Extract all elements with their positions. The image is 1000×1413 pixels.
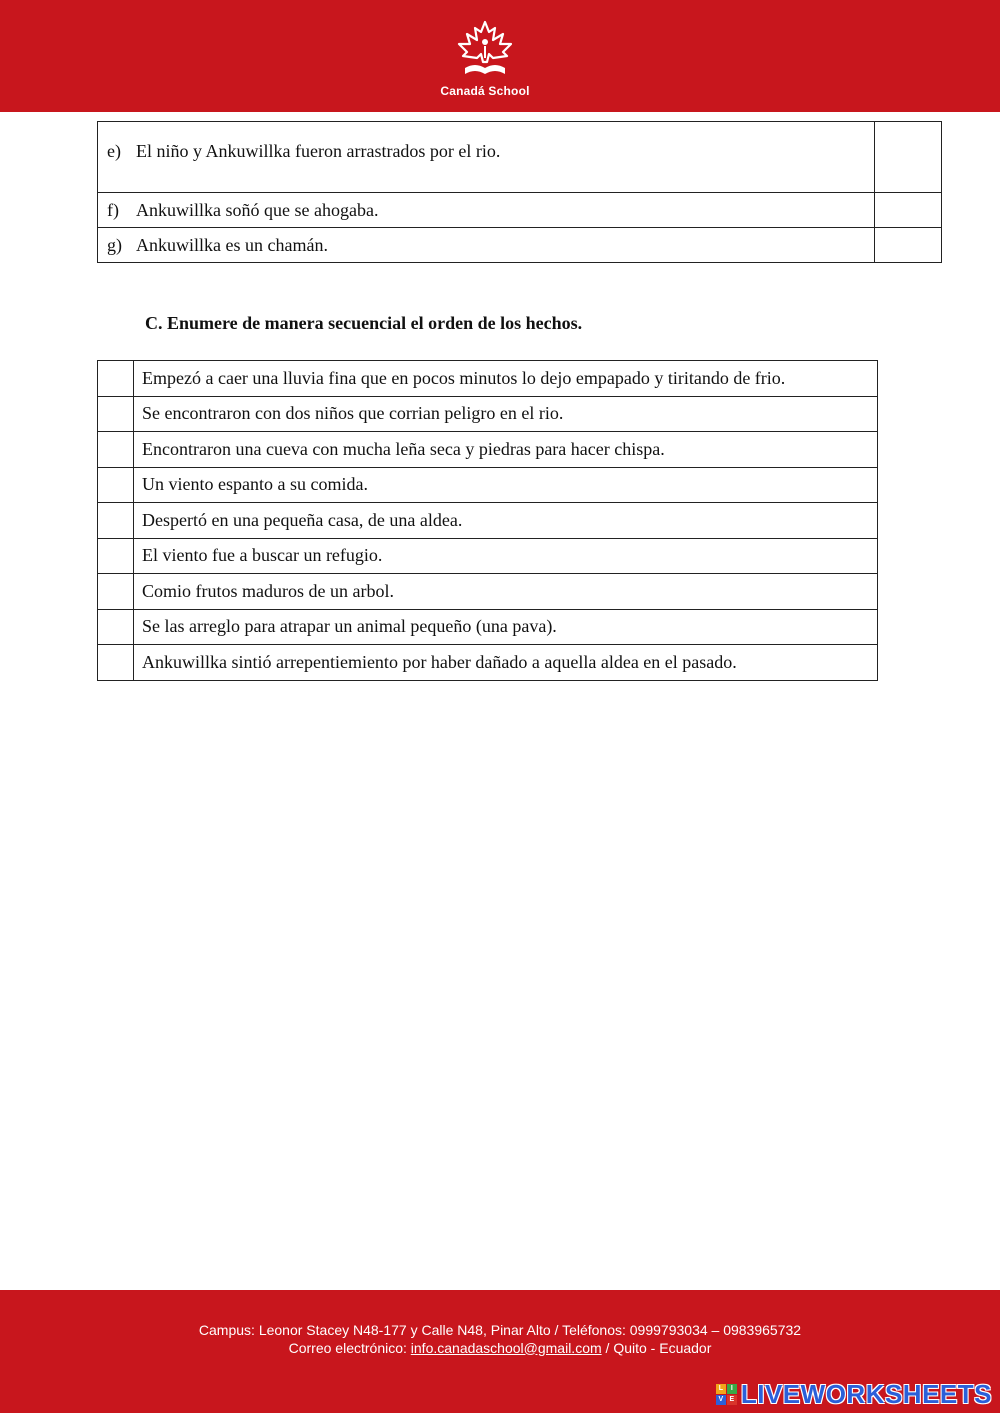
footer-address: Campus: Leonor Stacey N48-177 y Calle N48, Pinar Alto / Teléfonos: 0999793034 – 0983965732 (198, 1322, 802, 1338)
statement-label: e) (107, 141, 121, 161)
statement-label: f) (107, 199, 119, 220)
order-number-box[interactable] (98, 609, 134, 645)
statement-cell (98, 193, 875, 228)
grid-letter: L (716, 1384, 726, 1394)
statement-label: g) (107, 234, 122, 255)
order-number-box[interactable] (98, 538, 134, 574)
order-number-box[interactable] (98, 645, 134, 681)
table-row (98, 432, 878, 468)
table-row (98, 503, 878, 539)
page-footer (0, 1290, 1000, 1413)
table-row (98, 609, 878, 645)
event-text: Un viento espanto a su comida. (134, 467, 878, 503)
table-row (98, 538, 878, 574)
event-text: El viento fue a buscar un refugio. (134, 538, 878, 574)
liveworksheets-watermark (716, 1379, 992, 1409)
statement-cell (98, 228, 875, 263)
page-header (0, 0, 1000, 112)
liveworksheets-grid-icon (716, 1384, 737, 1405)
order-number-box[interactable] (98, 503, 134, 539)
grid-letter: V (716, 1395, 726, 1405)
event-text: Se encontraron con dos niños que corrian peligro en el rio. (134, 396, 878, 432)
table-row (98, 193, 942, 228)
table-row (98, 396, 878, 432)
order-number-box[interactable] (98, 432, 134, 468)
answer-box[interactable] (875, 228, 942, 263)
event-text: Despertó en una pequeña casa, de una aldea. (134, 503, 878, 539)
table-row (98, 467, 878, 503)
statement-text: Ankuwillka es un chamán. (136, 234, 328, 255)
maple-leaf-book-icon (453, 18, 517, 82)
order-number-box[interactable] (98, 467, 134, 503)
email-prefix: Correo electrónico: (288, 1339, 411, 1356)
table-row (98, 361, 878, 397)
table-row (98, 574, 878, 610)
section-c-title: C. Enumere de manera secuencial el orden de los hechos. (145, 313, 583, 333)
statement-text: Ankuwillka soñó que se ahogaba. (136, 199, 379, 220)
statement-text: El niño y Ankuwillka fueron arrastrados por el rio. (136, 141, 501, 161)
event-text: Empezó a caer una lluvia fina que en pocos minutos lo dejo empapado y tiritando de frio. (134, 361, 878, 397)
email-suffix: / Quito - Ecuador (601, 1339, 712, 1356)
answer-box[interactable] (875, 122, 942, 193)
event-text: Encontraron una cueva con mucha leña seca y piedras para hacer chispa. (134, 432, 878, 468)
table-row (98, 645, 878, 681)
liveworksheets-text: LIVEWORKSHEETS (740, 1378, 992, 1409)
grid-letter: I (727, 1384, 737, 1394)
true-false-table (97, 121, 942, 263)
footer-contact (0, 1322, 1000, 1357)
order-number-box[interactable] (98, 574, 134, 610)
event-text: Ankuwillka sintió arrepentiemiento por haber dañado a aquella aldea en el pasado. (134, 645, 878, 681)
footer-email-line (0, 1340, 1000, 1358)
answer-box[interactable] (875, 193, 942, 228)
statement-cell (98, 122, 875, 193)
email-link[interactable]: info.canadaschool@gmail.com (410, 1339, 602, 1356)
school-logo (440, 18, 530, 108)
table-row (98, 228, 942, 263)
sequence-table (97, 360, 878, 681)
event-text: Se las arreglo para atrapar un animal pequeño (una pava). (134, 609, 878, 645)
order-number-box[interactable] (98, 396, 134, 432)
table-row (98, 122, 942, 193)
logo-text: Canadá School (440, 84, 530, 98)
grid-letter: E (727, 1395, 737, 1405)
event-text: Comio frutos maduros de un arbol. (134, 574, 878, 610)
order-number-box[interactable] (98, 361, 134, 397)
